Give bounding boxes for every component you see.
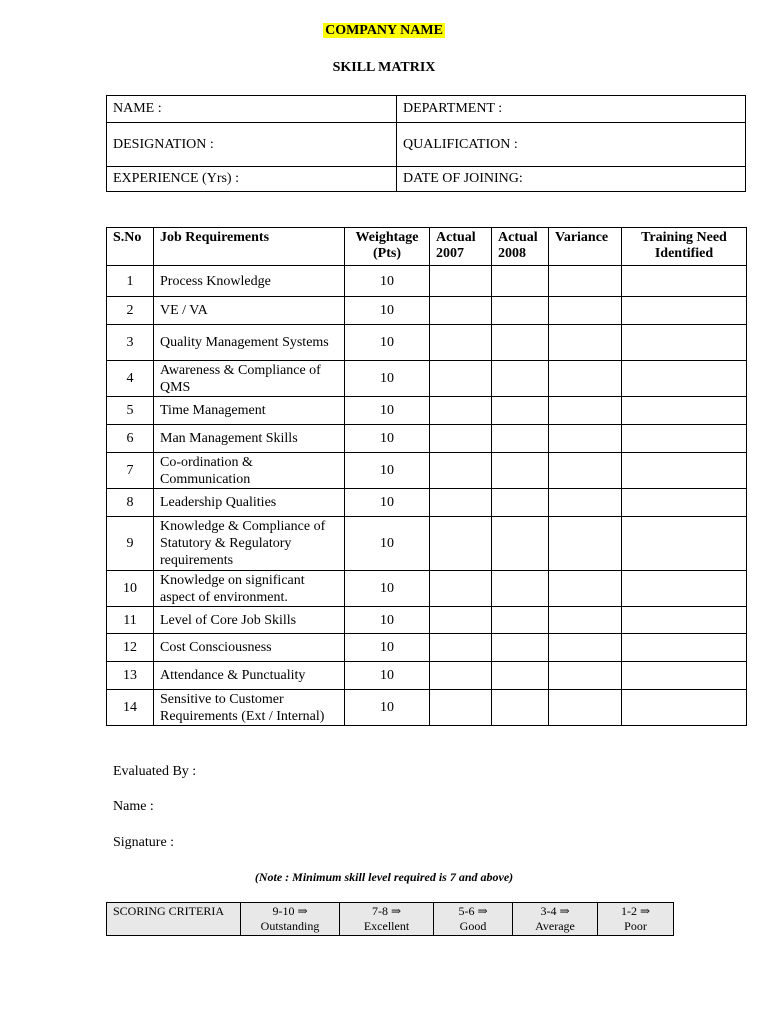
table-row (107, 361, 747, 397)
row-actual-2007[interactable] (430, 397, 492, 425)
row-sno: 6 (107, 425, 154, 453)
row-requirement: Knowledge on significant aspect of environment. (154, 571, 345, 607)
row-actual-2007[interactable] (430, 517, 492, 571)
experience-field: EXPERIENCE (Yrs) : (107, 167, 397, 192)
row-requirement: Sensitive to Customer Requirements (Ext / Internal) (154, 690, 345, 726)
row-sno: 3 (107, 325, 154, 361)
score-desc: Average (535, 919, 575, 933)
table-row (107, 266, 747, 297)
row-requirement: Process Knowledge (154, 266, 345, 297)
table-row (107, 634, 747, 662)
row-weightage: 10 (345, 517, 430, 571)
score-range: 5-6 ⇒ (458, 904, 488, 918)
score-desc: Good (459, 919, 487, 933)
table-row (107, 571, 747, 607)
row-training-need[interactable] (622, 361, 747, 397)
row-actual-2007[interactable] (430, 453, 492, 489)
row-requirement: Co-ordination & Communication (154, 453, 345, 489)
row-weightage: 10 (345, 266, 430, 297)
row-sno: 12 (107, 634, 154, 662)
row-variance[interactable] (549, 325, 622, 361)
company-name-text: COMPANY NAME (325, 23, 443, 38)
row-actual-2008[interactable] (492, 571, 549, 607)
row-variance[interactable] (549, 634, 622, 662)
row-variance[interactable] (549, 690, 622, 726)
row-weightage: 10 (345, 425, 430, 453)
score-desc: Outstanding (260, 919, 320, 933)
row-requirement: Cost Consciousness (154, 634, 345, 662)
table-row (107, 297, 747, 325)
row-weightage: 10 (345, 690, 430, 726)
row-training-need[interactable] (622, 634, 747, 662)
row-variance[interactable] (549, 571, 622, 607)
row-actual-2007[interactable] (430, 607, 492, 634)
row-actual-2008[interactable] (492, 325, 549, 361)
row-variance[interactable] (549, 297, 622, 325)
department-field: DEPARTMENT : (397, 96, 746, 123)
row-requirement: Man Management Skills (154, 425, 345, 453)
row-actual-2008[interactable] (492, 607, 549, 634)
row-requirement: Attendance & Punctuality (154, 662, 345, 690)
row-requirement: Level of Core Job Skills (154, 607, 345, 634)
row-sno: 4 (107, 361, 154, 397)
matrix-header-row (107, 228, 747, 266)
row-actual-2007[interactable] (430, 266, 492, 297)
row-requirement: VE / VA (154, 297, 345, 325)
score-desc: Poor (624, 919, 647, 933)
table-row (107, 397, 747, 425)
row-sno: 10 (107, 571, 154, 607)
signature-label: Signature : (113, 835, 175, 850)
header-sno: S.No (107, 228, 154, 266)
header-actual-2007: Actual 2007 (430, 228, 492, 266)
header-actual-2008: Actual 2008 (492, 228, 549, 266)
row-actual-2007[interactable] (430, 662, 492, 690)
row-sno: 5 (107, 397, 154, 425)
row-actual-2008[interactable] (492, 634, 549, 662)
table-row (107, 489, 747, 517)
row-requirement: Awareness & Compliance of QMS (154, 361, 345, 397)
header-training-need: Training Need Identified (622, 228, 747, 266)
row-actual-2007[interactable] (430, 425, 492, 453)
row-weightage: 10 (345, 571, 430, 607)
skill-matrix-table (106, 227, 747, 726)
row-weightage: 10 (345, 453, 430, 489)
employee-info-table (106, 95, 746, 192)
score-range: 1-2 ⇒ (620, 904, 651, 918)
row-weightage: 10 (345, 607, 430, 634)
row-variance[interactable] (549, 266, 622, 297)
row-weightage: 10 (345, 397, 430, 425)
designation-field: DESIGNATION : (107, 123, 397, 167)
table-row (107, 690, 747, 726)
row-sno: 13 (107, 662, 154, 690)
row-variance[interactable] (549, 361, 622, 397)
scoring-criteria-label: SCORING CRITERIA (107, 903, 241, 936)
evaluated-by-label: Evaluated By : (113, 764, 197, 779)
row-training-need[interactable] (622, 571, 747, 607)
row-training-need[interactable] (622, 489, 747, 517)
date-of-joining-field: DATE OF JOINING: (397, 167, 746, 192)
table-row (107, 607, 747, 634)
row-training-need[interactable] (622, 662, 747, 690)
row-weightage: 10 (345, 634, 430, 662)
name-field: NAME : (107, 96, 397, 123)
row-sno: 2 (107, 297, 154, 325)
table-row (107, 425, 747, 453)
score-outstanding (241, 903, 340, 936)
row-variance[interactable] (549, 489, 622, 517)
row-actual-2008[interactable] (492, 453, 549, 489)
row-weightage: 10 (345, 297, 430, 325)
score-range: 7-8 ⇒ (371, 904, 402, 918)
header-variance: Variance (549, 228, 622, 266)
row-variance[interactable] (549, 425, 622, 453)
row-actual-2007[interactable] (430, 634, 492, 662)
row-weightage: 10 (345, 325, 430, 361)
row-actual-2007[interactable] (430, 361, 492, 397)
row-actual-2007[interactable] (430, 297, 492, 325)
header-weightage: Weightage (Pts) (345, 228, 430, 266)
evaluator-name-label: Name : (113, 799, 154, 814)
header-job-requirements: Job Requirements (154, 228, 345, 266)
row-training-need[interactable] (622, 266, 747, 297)
row-requirement: Quality Management Systems (154, 325, 345, 361)
row-actual-2008[interactable] (492, 517, 549, 571)
table-row (107, 453, 747, 489)
row-sno: 7 (107, 453, 154, 489)
row-actual-2008[interactable] (492, 425, 549, 453)
score-average (513, 903, 598, 936)
row-variance[interactable] (549, 662, 622, 690)
row-actual-2007[interactable] (430, 690, 492, 726)
row-sno: 14 (107, 690, 154, 726)
row-training-need[interactable] (622, 607, 747, 634)
minimum-skill-note: (Note : Minimum skill level required is 7 and above) (254, 870, 514, 884)
row-actual-2008[interactable] (492, 489, 549, 517)
row-variance[interactable] (549, 607, 622, 634)
scoring-criteria-table (106, 902, 674, 936)
row-requirement: Leadership Qualities (154, 489, 345, 517)
row-training-need[interactable] (622, 690, 747, 726)
row-training-need[interactable] (622, 517, 747, 571)
row-actual-2008[interactable] (492, 662, 549, 690)
row-weightage: 10 (345, 662, 430, 690)
score-range: 3-4 ⇒ (540, 904, 570, 918)
row-actual-2008[interactable] (492, 361, 549, 397)
row-training-need[interactable] (622, 297, 747, 325)
row-actual-2008[interactable] (492, 266, 549, 297)
row-requirement: Time Management (154, 397, 345, 425)
row-actual-2007[interactable] (430, 571, 492, 607)
row-actual-2008[interactable] (492, 297, 549, 325)
row-actual-2008[interactable] (492, 690, 549, 726)
score-poor (598, 903, 674, 936)
qualification-field: QUALIFICATION : (397, 123, 746, 167)
score-excellent (340, 903, 434, 936)
row-variance[interactable] (549, 453, 622, 489)
row-training-need[interactable] (622, 453, 747, 489)
row-actual-2007[interactable] (430, 325, 492, 361)
row-weightage: 10 (345, 361, 430, 397)
row-variance[interactable] (549, 397, 622, 425)
score-desc: Excellent (363, 919, 410, 933)
row-variance[interactable] (549, 517, 622, 571)
table-row (107, 517, 747, 571)
row-sno: 11 (107, 607, 154, 634)
row-actual-2008[interactable] (492, 397, 549, 425)
row-sno: 9 (107, 517, 154, 571)
row-weightage: 10 (345, 489, 430, 517)
row-sno: 8 (107, 489, 154, 517)
table-row (107, 662, 747, 690)
row-actual-2007[interactable] (430, 489, 492, 517)
row-training-need[interactable] (622, 397, 747, 425)
table-row (107, 325, 747, 361)
company-name (0, 23, 768, 39)
row-sno: 1 (107, 266, 154, 297)
row-requirement: Knowledge & Compliance of Statutory & Regulatory requirements (154, 517, 345, 571)
score-good (434, 903, 513, 936)
document-title: SKILL MATRIX (332, 60, 436, 75)
row-training-need[interactable] (622, 425, 747, 453)
row-training-need[interactable] (622, 325, 747, 361)
score-range: 9-10 ⇒ (272, 904, 308, 918)
